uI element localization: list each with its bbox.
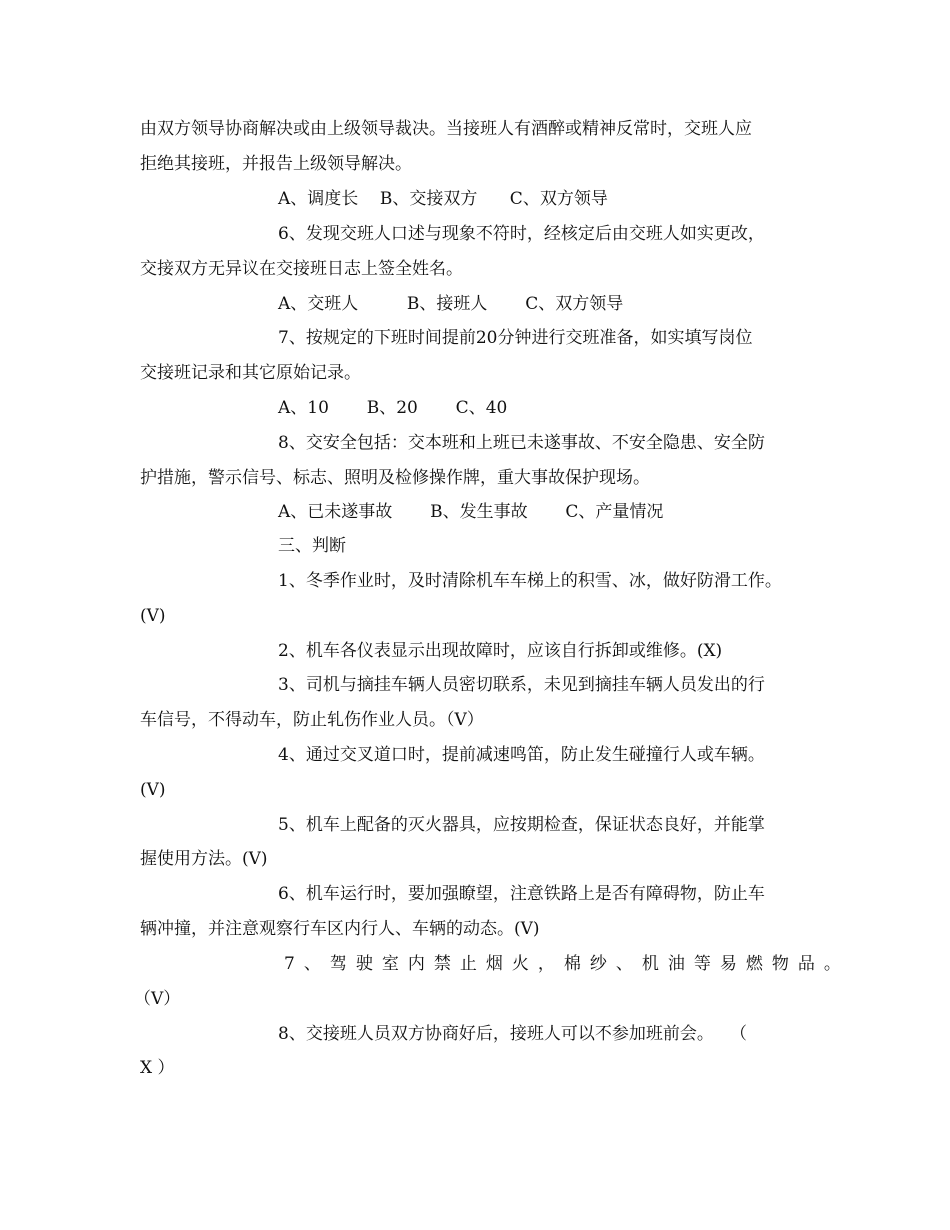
judgment-item: 2、机车各仪表显示出现故障时，应该自行拆卸或维修。(X) [278, 641, 723, 661]
question-item: 6、发现交班人口述与现象不符时，经核定后由交班人如实更改， [278, 224, 765, 244]
judgment-item: 5、机车上配备的灭火器具，应按期检查，保证状态良好，并能掌 [278, 815, 765, 835]
answer-options: A、调度长 B、交接双方 C、双方领导 [278, 189, 608, 209]
text-line: 由双方领导协商解决或由上级领导裁决。当接班人有酒醉或精神反常时，交班人应 [140, 119, 752, 139]
judgment-item: 1、冬季作业时，及时清除机车车梯上的积雪、冰，做好防滑工作。 [278, 571, 782, 591]
judgment-item: 7、驾驶室内禁止烟火，棉纱、机油等易燃物品。 [284, 954, 850, 974]
judgment-item: 6、机车运行时，要加强瞭望，注意铁路上是否有障碍物，防止车 [278, 884, 765, 904]
answer-options: A、已未遂事故 B、发生事故 C、产量情况 [278, 502, 664, 522]
text-line: 交接班记录和其它原始记录。 [140, 363, 361, 383]
judgment-answer: X ） [140, 1058, 175, 1078]
judgment-item: 3、司机与摘挂车辆人员密切联系，未见到摘挂车辆人员发出的行 [278, 675, 765, 695]
text-line: 车信号，不得动车，防止轧伤作业人员。（V） [140, 710, 484, 730]
judgment-answer: (V) [140, 780, 166, 800]
text-line: 拒绝其接班，并报告上级领导解决。 [140, 154, 412, 174]
answer-options: A、10 B、20 C、40 [278, 398, 508, 418]
text-line: 辆冲撞，并注意观察行车区内行人、车辆的动态。(V) [140, 919, 540, 939]
question-item: 8、交安全包括：交本班和上班已未遂事故、不安全隐患、安全防 [278, 433, 765, 453]
judgment-answer: （V） [134, 989, 181, 1009]
judgment-answer: (V) [140, 606, 166, 626]
question-item: 7、按规定的下班时间提前20分钟进行交班准备，如实填写岗位 [278, 328, 753, 348]
answer-options: A、交班人 B、接班人 C、双方领导 [278, 294, 624, 314]
judgment-item: 4、通过交叉道口时，提前减速鸣笛，防止发生碰撞行人或车辆。 [278, 745, 765, 765]
judgment-item: 8、交接班人员双方协商好后，接班人可以不参加班前会。 （ [278, 1024, 748, 1044]
text-line: 护措施，警示信号、标志、照明及检修操作牌，重大事故保护现场。 [140, 468, 650, 488]
section-heading: 三、判断 [278, 536, 346, 556]
text-line: 交接双方无异议在交接班日志上签全姓名。 [140, 259, 463, 279]
text-line: 握使用方法。(V) [140, 849, 268, 869]
